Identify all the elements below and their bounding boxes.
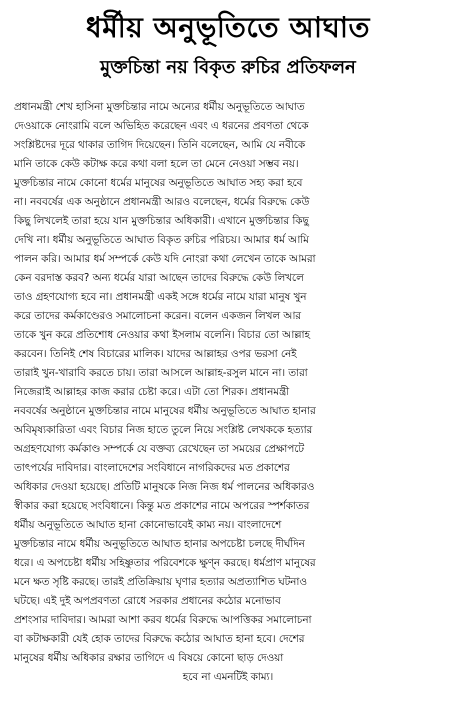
body-line: কেন বরদাস্ত করব? অন্য ধর্মের যারা আছেন তাদের বিরুদ্ধে কেউ লিখলে (14, 272, 304, 284)
body-line: মুক্তচিন্তার নামে ধর্মীয় অনুভূতিতে আঘাত হানার অপচেষ্টা চলছে দীর্ঘদিন (14, 538, 305, 550)
subheadline: মুক্তচিন্তা নয় বিকৃত রুচির প্রতিফলন (100, 57, 356, 78)
body-line: দেখি না। ধর্মীয় অনুভূতিতে আঘাত বিকৃত রুচির পরিচয়। আমার ধর্ম আমি (14, 234, 309, 246)
body-line: ঘটছে। এই দুই অপপ্রবণতা রোধে সরকার প্রধানের কঠোর মনোভাব (14, 595, 281, 607)
body-line: তারাই খুন-খারাবি করতে চায়। তারা আসলে আল্লাহ-রসুল মানে না। তারা (14, 367, 308, 379)
body-line: না। নববর্ষের এক অনুষ্ঠানে প্রধানমন্ত্রী আরও বলেছেন, ধর্মের বিরুদ্ধে কেউ (14, 196, 310, 208)
body-line: অবিমৃষ্যকারিতা এবং বিচার নিজ হাতে তুলে নিয়ে সংশ্লিষ্ট লেখককে হত্যার (14, 424, 313, 436)
body-line: অধিকার দেওয়া হয়েছে। প্রতিটি মানুষকে নিজ নিজ ধর্ম পালনের অধিকারও (14, 481, 315, 493)
body-line: হবে না এমনটিই কাম্য। (182, 671, 274, 683)
body-line: মুক্তচিন্তার নামে কোনো ধর্মের মানুষের অনুভূতিতে আঘাত সহ্য করা হবে (14, 177, 303, 189)
body-line: তাৎপর্যের দাবিদার। বাংলাদেশের সংবিধানে নাগরিকদের মত প্রকাশের (14, 462, 290, 474)
body-line: মানি তাকে কেউ কটাক্ষ করে কথা বলা হলে তা মেনে নেওয়া সম্ভব নয়। (14, 158, 299, 170)
body-line: পালন করি। আমার ধর্ম সম্পর্কে কেউ যদি নোংরা কথা লেখেন তাকে আমরা (14, 253, 316, 265)
body-line: তাও গ্রহণযোগ্য হবে না। প্রধানমন্ত্রী একই সঙ্গে ধর্মের নামে যারা মানুষ খুন (14, 291, 307, 303)
headline: ধর্মীয় অনুভূতিতে আঘাত (86, 11, 370, 44)
body-line: দেওয়াকে নোংরামি বলে অভিহিত করেছেন এবং এ ধরনের প্রবণতা থেকে (14, 120, 309, 132)
body-line: বা কটাক্ষকারী যেই হোক তাদের বিরুদ্ধে কঠোর আঘাত হানা হবে। দেশের (14, 633, 305, 645)
body-line: সংশ্লিষ্টদের দূরে থাকার তাগিদ দিয়েছেন। তিনি বলেছেন, আমি যে নবীকে (14, 139, 306, 151)
body-line: ধর্মীয় অনুভূতিতে আঘাত হানা কোনোভাবেই কাম্য নয়। বাংলাদেশে (14, 519, 282, 531)
body-line: নববর্ষের অনুষ্ঠানে মুক্তচিন্তার নামে মানুষের ধর্মীয় অনুভূতিতে আঘাত হানার (14, 405, 316, 417)
body-line: ধরে। এ অপচেষ্টা ধর্মীয় সহিষ্ণুতার পরিবেশকে ক্ষুণ্ন করছে। ধর্মপ্রাণ মানুষের (14, 557, 316, 569)
body-line: প্রশংসার দাবিদার। আমরা আশা করব ধর্মের বিরুদ্ধে আপত্তিকর সমালোচনা (14, 614, 312, 626)
body-line: স্বীকার করা হয়েছে সংবিধানে। কিন্তু মত প্রকাশের নামে অপরের স্পর্শকাতর (14, 500, 310, 512)
body-line: তাকে খুন করে প্রতিশোধ নেওয়ার কথা ইসলাম বলেনি। বিচার তো আল্লাহ (14, 329, 310, 341)
article-body (14, 98, 442, 687)
body-line: প্রধানমন্ত্রী শেখ হাসিনা মুক্তচিন্তার নামে অন্যের ধর্মীয় অনুভূতিতে আঘাত (14, 101, 305, 113)
body-line: করবেন। তিনিই শেষ বিচারের মালিক। যাদের আল্লাহর ওপর ভরসা নেই (14, 348, 297, 360)
body-line: মানুষের ধর্মীয় অধিকার রক্ষার তাগিদে এ বিষয়ে কোনো ছাড় দেওয়া (14, 652, 284, 664)
body-line: করে তাদের কর্মকাণ্ডেরও সমালোচনা করেন। বলেন একজন লিখল আর (14, 310, 301, 322)
body-line: অগ্রহণযোগ্য কর্মকাণ্ড সম্পর্কে যে বক্তব্য রেখেছেন তা সময়ের প্রেক্ষাপটে (14, 443, 305, 455)
body-line: কিছু লিখলেই তারা হয়ে যান মুক্তচিন্তার অধিকারী। এখানে মুক্তচিন্তার কিছু (14, 215, 309, 227)
body-line: নিজেরাই আল্লাহর কাজ করার চেষ্টা করে। এটা তো শিরক। প্রধানমন্ত্রী (14, 386, 290, 398)
body-line: মনে ক্ষত সৃষ্টি করছে। তারই প্রতিক্রিয়ায় ঘৃণার হত্যার অপ্রত্যাশিত ঘটনাও (14, 576, 307, 588)
